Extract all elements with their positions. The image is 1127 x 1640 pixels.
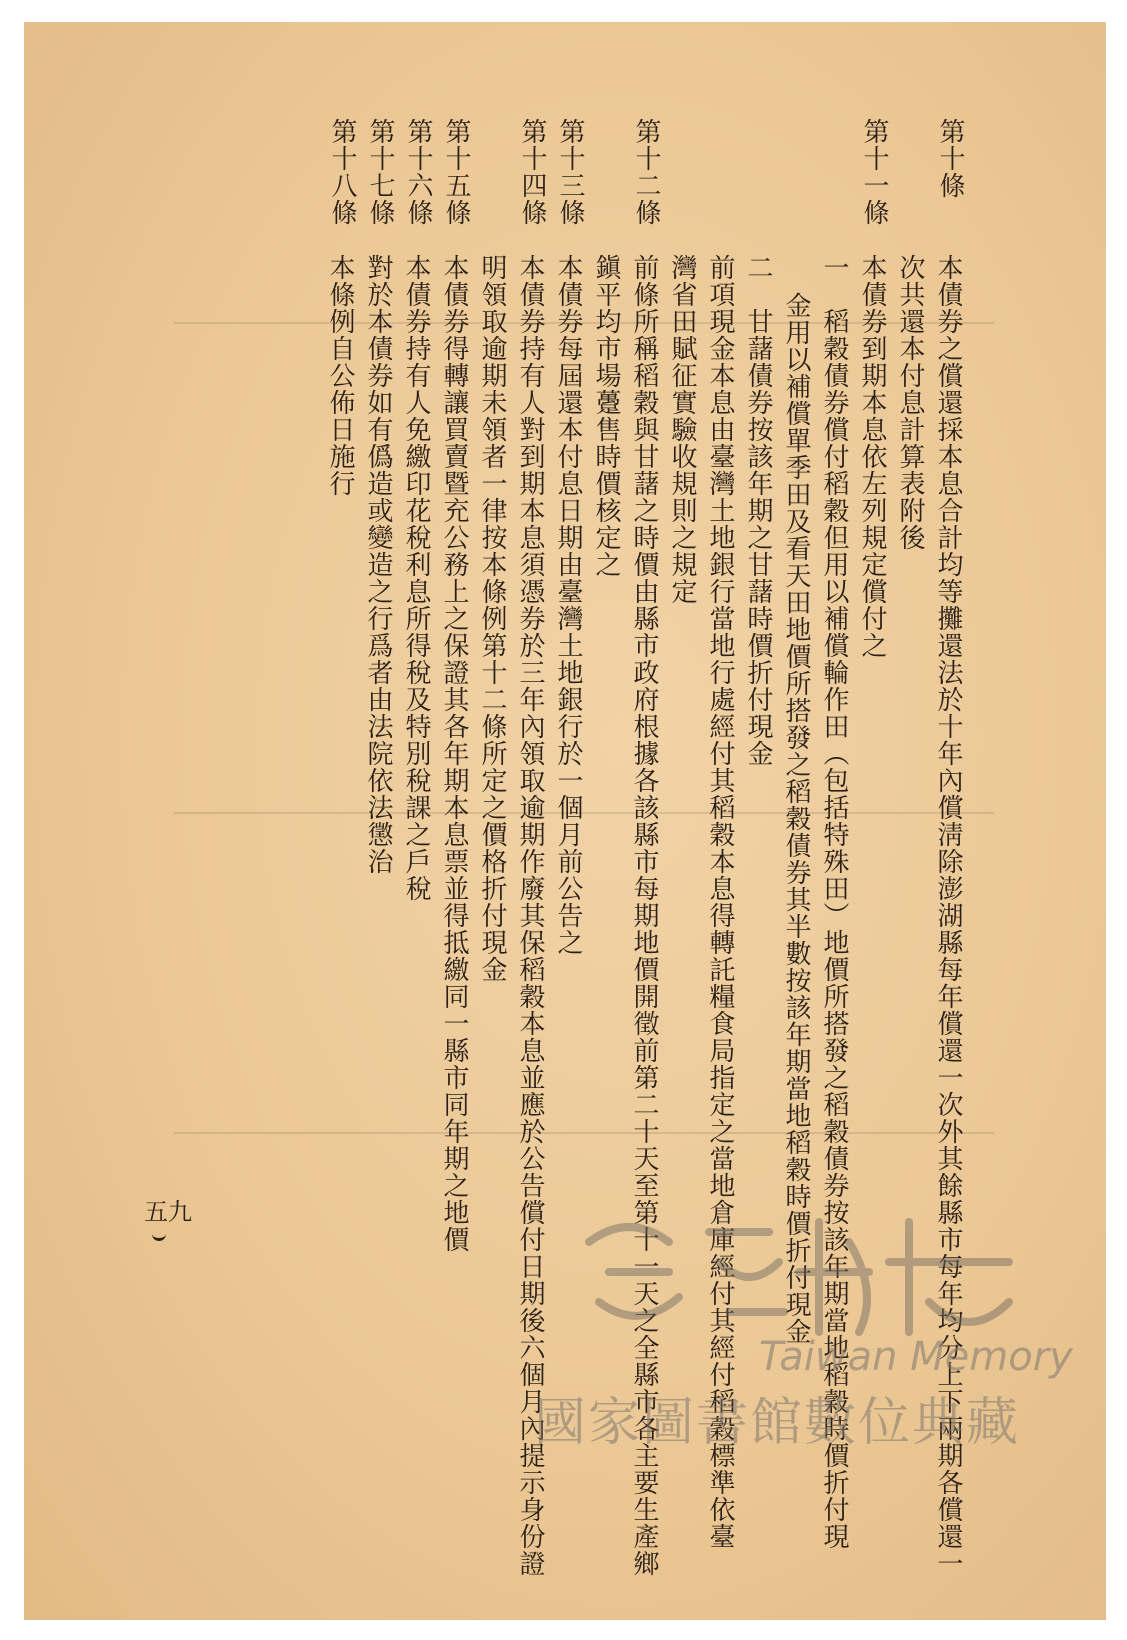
article-12-label: 第十二條 [631,118,661,226]
article-11-label: 第十一條 [859,118,889,226]
article-10-label: 第十條 [935,118,965,199]
article-18-label: 第十八條 [327,118,357,226]
article-14-label: 第十四條 [517,118,547,226]
article-15-label: 第十五條 [441,118,471,226]
article-14-text-cont: 明領取逾期未領者一律按本條例第十二條所定之價格折付現金 [477,254,507,983]
watermark-chinese: 國家圖書館數位典藏 [534,1393,1021,1453]
watermark-logo-icon [569,1202,1029,1352]
article-10-text-cont: 次共還本付息計算表附後 [895,254,925,551]
article-17-label: 第十七條 [365,118,395,226]
page-number-ornament [152,1228,166,1241]
article-14-text: 本債券持有人對到期本息須憑券於三年內領取逾期作廢其保稻穀本息並應於公告償付日期後六個月內提示身份證 [515,254,545,1577]
article-10-text: 本債券之償還採本息合計均等攤還法於十年內償淸除澎湖縣每年償還一次外其餘縣市每年均分上下兩期各償還一 [933,254,963,1577]
article-15-text: 本債券得轉讓買賣暨充公務上之保證其各年期本息票並得抵繳同一縣市同年期之地價 [439,254,469,1253]
article-11-item-1: 一 稻穀債券償付稻穀但用以補償輪作田（包括特殊田）地價所搭發之稻穀債券按該年期當地稻穀時價折付現 [819,254,849,1550]
article-11-text: 本債券到期本息依左列規定償付之 [857,254,887,659]
article-11-paragraph: 前項現金本息由臺灣土地銀行當地行處經付其稻穀本息得轉託糧食局指定之當地倉庫經付其經付稻穀標準依臺 [705,254,735,1550]
article-12-text: 前條所稱稻穀與甘藷之時價由縣市政府根據各該縣市每期地價開徵前第二十天至第十一天之全縣市各主要生產鄉 [629,254,659,1577]
article-16-text: 本債券持有人免繳印花稅利息所得稅及特別稅課之戶稅 [401,254,431,902]
article-17-text: 對於本債券如有僞造或變造之行爲者由法院依法懲治 [363,254,393,875]
article-18-text: 本條例自公佈日施行 [325,254,355,497]
article-12-text-cont: 鎭平均市場躉售時價核定之 [591,254,621,578]
article-11-item-2: 二 甘藷債券按該年期之甘藷時價折付現金 [743,254,773,767]
scanned-page [24,22,1106,1620]
article-13-label: 第十三條 [555,118,585,226]
watermark-english: Taiwan Memory [759,1334,1073,1380]
article-13-text: 本債券每屆還本付息日期由臺灣土地銀行於一個月前公告之 [553,254,583,956]
article-11-item-1-cont: 金用以補償單季田及看天田地價所搭發之稻穀債券其半數按該年期當地稻穀時價折付現金 [781,292,811,1345]
article-11-paragraph-cont: 灣省田賦征實驗收規則之規定 [667,254,697,605]
page-number: 五九 [144,1198,192,1226]
article-16-label: 第十六條 [403,118,433,226]
